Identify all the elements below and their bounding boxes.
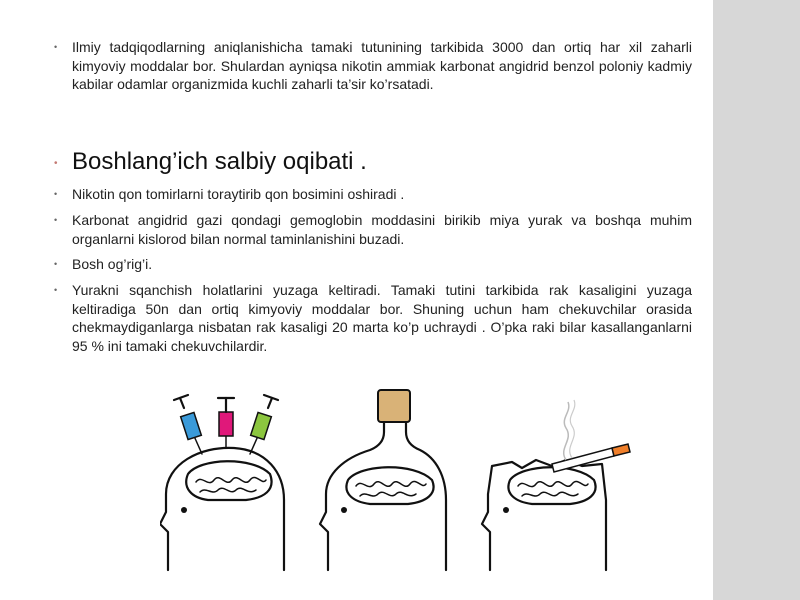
cork-icon xyxy=(378,390,410,422)
syringe-green-icon xyxy=(250,395,278,454)
syringe-blue-icon xyxy=(174,395,202,454)
illustrations xyxy=(160,384,640,584)
bullet-dot: • xyxy=(54,215,58,225)
ashtray-head-figure xyxy=(482,400,630,570)
bullet-dot: • xyxy=(54,285,58,295)
addiction-illustration xyxy=(160,384,640,584)
head-syringes-figure xyxy=(160,395,284,570)
bullet-dot: • xyxy=(54,189,58,199)
paragraph-cancer: Yurakni sqanchish holatlarini yuzaga keltiradi. Tamaki tutini tarkibida rak kasaligini yuzaga keltiradiga 50n dan ortiq kimyoviy moddalar bor. Shuning uchun ham chekuvchilar orasida chekmaydiganlarga nisbatan rak kasaligi 20 marta ko’p uchraydi . O’pka raki bilar kasallanganlarni 95 % ini tamaki chekuvchilardir. xyxy=(72,282,692,354)
section-heading: Boshlang’ich salbiy oqibati . xyxy=(72,148,367,175)
cigarette-icon xyxy=(552,444,630,472)
paragraph-headache: Bosh og’rig’i. xyxy=(72,256,153,272)
smoke-icon xyxy=(564,400,575,460)
slide-sidebar xyxy=(713,0,800,600)
bullet-dot: • xyxy=(54,158,58,169)
paragraph-nicotine: Nikotin qon tomirlarni toraytirib qon bosimini oshiradi . xyxy=(72,186,405,202)
paragraph-carbon-dioxide: Karbonat angidrid gazi qondagi gemoglobin moddasini birikib miya yurak va boshqa muhim organlarni kislorod bilan normal taminlanishini buzadi. xyxy=(72,212,692,247)
bullet-dot: • xyxy=(54,42,58,52)
bottle-head-figure xyxy=(320,390,446,570)
paragraph-tobacco-smoke: Ilmiy tadqiqodlarning aniqlanishicha tamaki tutunining tarkibida 3000 dan ortiq har xil zaharli kimyoviy moddalar bor. Shulardan ayniqsa nikotin ammiak karbonat angidrid benzol poloniy kadmiy kabilar odamlar organizmida kuchli zaharli ta’sir ko’rsatadi. xyxy=(72,39,692,92)
bullet-dot: • xyxy=(54,259,58,269)
syringe-pink-icon xyxy=(218,398,234,448)
